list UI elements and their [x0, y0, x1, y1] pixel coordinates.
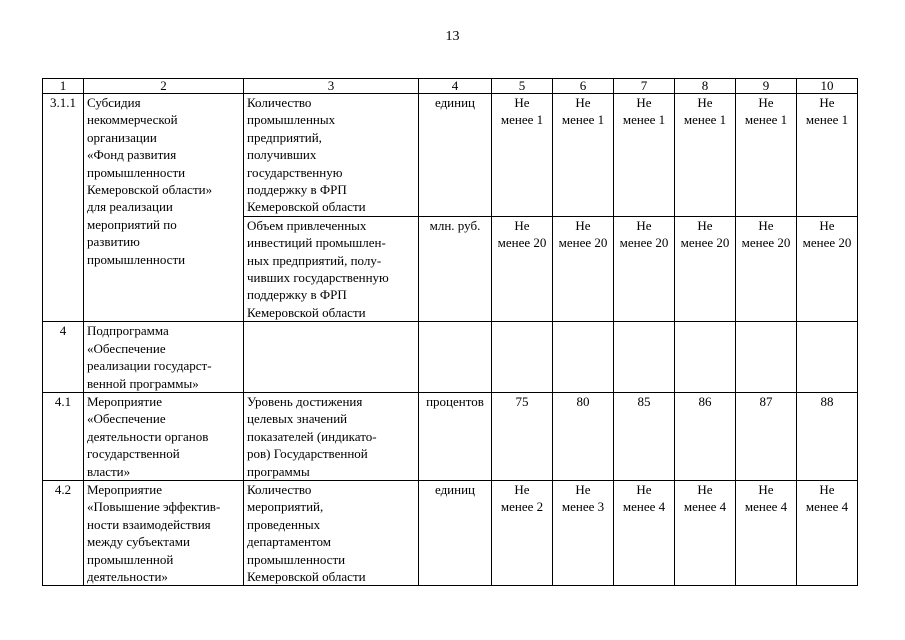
page-number: 13: [445, 29, 460, 44]
target-value: Не менее 1: [797, 94, 858, 217]
target-value: Не менее 20: [675, 216, 736, 321]
column-header: 1: [43, 79, 84, 94]
measure-name: Субсидия некоммерческой организации «Фонд развития промышленности Кемеровской области» для реализации мероприятий по развитию промышленности: [84, 94, 244, 322]
target-value: Не менее 4: [736, 480, 797, 585]
target-value: 85: [614, 392, 675, 480]
target-value: [492, 322, 553, 393]
target-value: Не менее 4: [614, 480, 675, 585]
row-code: 4: [43, 322, 84, 393]
target-value: Не менее 1: [675, 94, 736, 217]
unit-of-measure: единиц: [419, 94, 492, 217]
target-value: Не менее 3: [553, 480, 614, 585]
column-number-row: [43, 79, 858, 94]
indicator-name: Количество промышленных предприятий, получивших государственную поддержку в ФРП Кемеровской области: [244, 94, 419, 217]
target-value: Не менее 1: [553, 94, 614, 217]
column-header: 10: [797, 79, 858, 94]
target-value: 86: [675, 392, 736, 480]
target-value: Не менее 1: [736, 94, 797, 217]
column-header: 9: [736, 79, 797, 94]
column-header: 3: [244, 79, 419, 94]
target-value: 88: [797, 392, 858, 480]
column-header: 8: [675, 79, 736, 94]
row-code: 3.1.1: [43, 94, 84, 322]
target-value: Не менее 4: [797, 480, 858, 585]
indicator-name: Уровень достижения целевых значений показателей (индикато- ров) Государственной программы: [244, 392, 419, 480]
column-header: 4: [419, 79, 492, 94]
target-value: 75: [492, 392, 553, 480]
unit-of-measure: [419, 322, 492, 393]
target-value: Не менее 20: [614, 216, 675, 321]
target-value: [797, 322, 858, 393]
indicator-name: [244, 322, 419, 393]
indicator-name: Объем привлеченных инвестиций промышлен- ных предприятий, полу- чивших государственную поддержку в ФРП Кемеровской области: [244, 216, 419, 321]
measure-name: Мероприятие «Повышение эффектив- ности взаимодействия между субъектами промышленной деятельности»: [84, 480, 244, 585]
row-code: 4.1: [43, 392, 84, 480]
row-code: 4.2: [43, 480, 84, 585]
target-value: [553, 322, 614, 393]
unit-of-measure: млн. руб.: [419, 216, 492, 321]
target-value: Не менее 1: [492, 94, 553, 217]
target-value: Не менее 2: [492, 480, 553, 585]
column-header: 7: [614, 79, 675, 94]
table-row: [43, 480, 858, 585]
target-value: Не менее 4: [675, 480, 736, 585]
unit-of-measure: процентов: [419, 392, 492, 480]
table-row: [43, 94, 858, 217]
column-header: 5: [492, 79, 553, 94]
target-value: Не менее 20: [736, 216, 797, 321]
column-header: 2: [84, 79, 244, 94]
measure-name: Подпрограмма «Обеспечение реализации государст- венной программы»: [84, 322, 244, 393]
table-row: [43, 322, 858, 393]
target-value: [675, 322, 736, 393]
target-value: Не менее 1: [614, 94, 675, 217]
target-value: Не менее 20: [797, 216, 858, 321]
unit-of-measure: единиц: [419, 480, 492, 585]
indicator-name: Количество мероприятий, проведенных департаментом промышленности Кемеровской области: [244, 480, 419, 585]
table-row: [43, 392, 858, 480]
target-value: [614, 322, 675, 393]
indicators-table: [42, 78, 858, 586]
target-value: Не менее 20: [492, 216, 553, 321]
target-value: 80: [553, 392, 614, 480]
target-value: Не менее 20: [553, 216, 614, 321]
measure-name: Мероприятие «Обеспечение деятельности органов государственной власти»: [84, 392, 244, 480]
target-value: 87: [736, 392, 797, 480]
column-header: 6: [553, 79, 614, 94]
target-value: [736, 322, 797, 393]
